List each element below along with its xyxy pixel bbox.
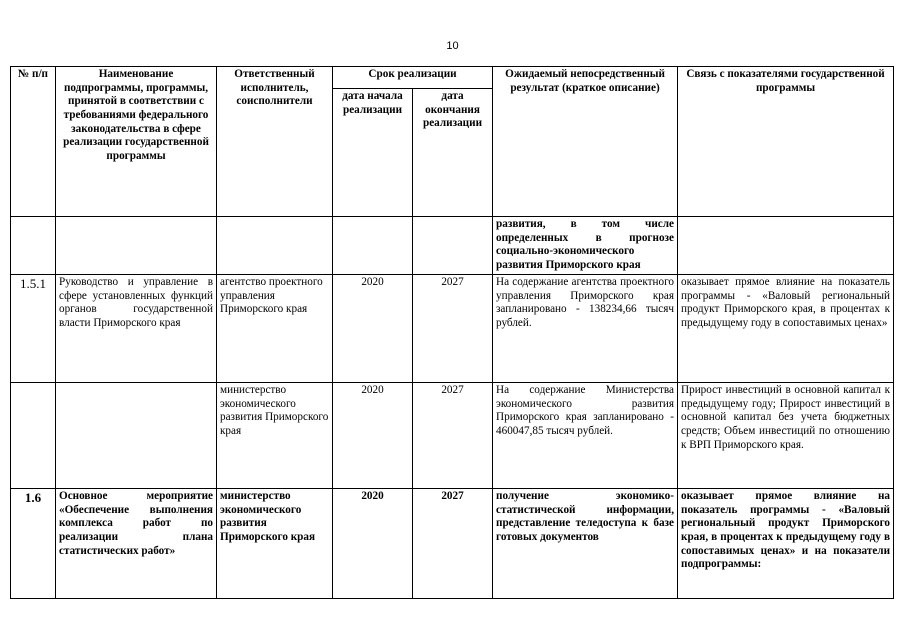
row-name	[56, 217, 217, 275]
row-end	[413, 217, 493, 275]
row-name	[56, 383, 217, 489]
row-end: 2027	[413, 275, 493, 383]
row-start: 2020	[333, 383, 413, 489]
table-header-row	[11, 67, 894, 89]
row-start	[333, 217, 413, 275]
row-result: На содержание агентства проектного управления Приморского края запланировано - 138234,66 тысяч рублей.	[493, 275, 678, 383]
table-row	[11, 275, 894, 383]
row-num: 1.6	[11, 489, 56, 599]
row-executor	[217, 217, 333, 275]
row-link	[678, 217, 894, 275]
header-start: дата начала реализации	[333, 89, 413, 217]
row-name: Основное мероприятие «Обеспечение выполнения комплекса работ по реализации плана статистических работ»	[56, 489, 217, 599]
row-executor: министерство экономического развития Приморского края	[217, 383, 333, 489]
row-name: Руководство и управление в сфере установленных функций органов государственной власти Приморского края	[56, 275, 217, 383]
header-num: № п/п	[11, 67, 56, 217]
header-period: Срок реализации	[333, 67, 493, 89]
header-name: Наименование подпрограммы, программы, принятой в соответствии с требованиями федерального законодательства в сфере реализации государственной программы	[56, 67, 217, 217]
row-link: Прирост инвестиций в основной капитал к предыдущему году; Прирост инвестиций в основной капитал без учета бюджетных средств; Объем инвестиций по отношению к ВРП Приморского края.	[678, 383, 894, 489]
table-row	[11, 489, 894, 599]
row-num	[11, 383, 56, 489]
row-start: 2020	[333, 275, 413, 383]
row-num	[11, 217, 56, 275]
row-link: оказывает прямое влияние на показатель программы - «Валовый региональный продукт Приморского края, в процентах к предыдущему году в сопоставимых ценах» и на показатели подпрограммы:	[678, 489, 894, 599]
header-end: дата окончания реализации	[413, 89, 493, 217]
table-row	[11, 217, 894, 275]
header-link: Связь с показателями государственной программы	[678, 67, 894, 217]
row-executor: агентство проектного управления Приморского края	[217, 275, 333, 383]
row-link: оказывает прямое влияние на показатель программы - «Валовый региональный продукт Приморского края, в процентах к предыдущему году в сопоставимых ценах»	[678, 275, 894, 383]
page-number: 10	[446, 40, 459, 52]
program-table	[10, 66, 894, 599]
table-row	[11, 383, 894, 489]
row-start: 2020	[333, 489, 413, 599]
row-end: 2027	[413, 489, 493, 599]
row-executor: министерство экономического развития Приморского края	[217, 489, 333, 599]
row-result: получение экономико-статистической информации, представление теледоступа к базе готовых документов	[493, 489, 678, 599]
row-result: развития, в том числе определенных в прогнозе социально-экономического развития Приморского края	[493, 217, 678, 275]
row-result: На содержание Министерства экономического развития Приморского края запланировано - 460047,85 тысяч рублей.	[493, 383, 678, 489]
row-num: 1.5.1	[11, 275, 56, 383]
header-result: Ожидаемый непосредственный результат (краткое описание)	[493, 67, 678, 217]
row-end: 2027	[413, 383, 493, 489]
header-executor: Ответственный исполнитель, соисполнители	[217, 67, 333, 217]
